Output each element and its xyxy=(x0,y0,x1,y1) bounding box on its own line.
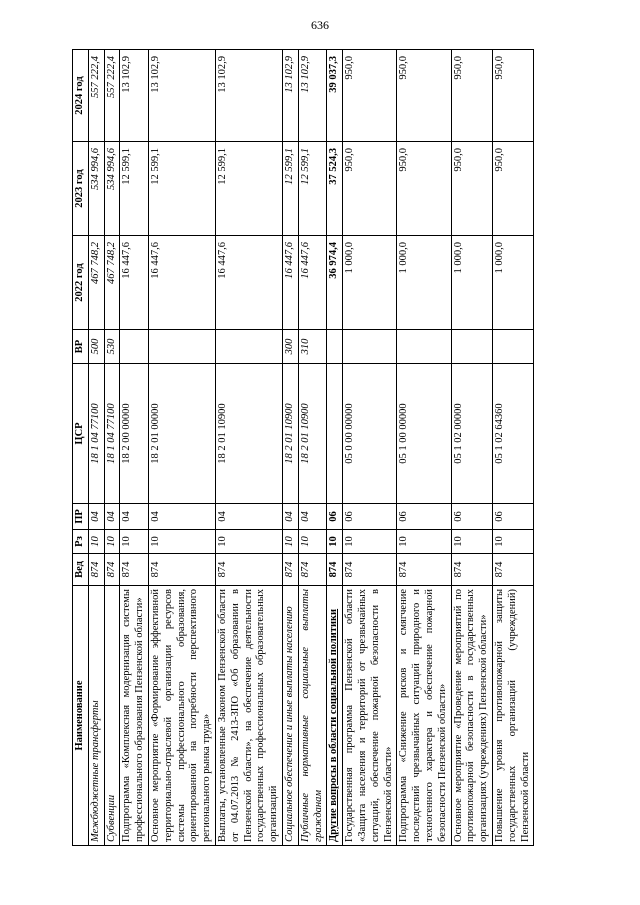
csr-cell: 18 2 01 00000 xyxy=(148,364,215,504)
budget-table xyxy=(72,49,534,846)
table-body xyxy=(88,50,534,846)
rz-cell: 10 xyxy=(104,530,120,554)
pr-cell: 04 xyxy=(282,504,298,530)
table-row xyxy=(120,50,149,846)
amount-2022-cell: 1 000,0 xyxy=(397,236,451,330)
page-number: 636 xyxy=(311,18,329,32)
pr-cell: 04 xyxy=(298,504,327,530)
table-row xyxy=(327,50,343,846)
amount-2023-cell: 12 599,1 xyxy=(215,142,282,236)
amount-2024-cell: 13 102,9 xyxy=(282,50,298,142)
amount-2022-cell: 1 000,0 xyxy=(451,236,492,330)
ved-cell: 874 xyxy=(88,554,104,586)
amount-2022-cell: 467 748,2 xyxy=(88,236,104,330)
amount-2024-cell: 13 102,9 xyxy=(215,50,282,142)
column-header: 2022 год xyxy=(73,236,89,330)
ved-cell: 874 xyxy=(120,554,149,586)
amount-2023-cell: 950,0 xyxy=(343,142,397,236)
rz-cell: 10 xyxy=(298,530,327,554)
amount-2024-cell: 13 102,9 xyxy=(148,50,215,142)
csr-cell: 05 0 00 00000 xyxy=(343,364,397,504)
rz-cell: 10 xyxy=(215,530,282,554)
ved-cell: 874 xyxy=(282,554,298,586)
table-row xyxy=(88,50,104,846)
csr-cell: 05 1 02 00000 xyxy=(451,364,492,504)
rz-cell: 10 xyxy=(88,530,104,554)
amount-2024-cell: 950,0 xyxy=(397,50,451,142)
vr-cell xyxy=(397,330,451,364)
pr-cell: 04 xyxy=(120,504,149,530)
table-row xyxy=(148,50,215,846)
pr-cell: 06 xyxy=(451,504,492,530)
csr-cell: 18 1 04 77100 xyxy=(88,364,104,504)
rz-cell: 10 xyxy=(492,530,533,554)
row-name-cell: Выплаты, установленные Законом Пензенской области от 04.07.2013 № 2413-ЗПО «Об образовании в Пензенской области», на обеспечение деятельности государственных профессиональных образовательных организаций xyxy=(215,586,282,846)
column-header: 2024 год xyxy=(73,50,89,142)
amount-2024-cell: 950,0 xyxy=(451,50,492,142)
amount-2024-cell: 13 102,9 xyxy=(298,50,327,142)
amount-2022-cell: 1 000,0 xyxy=(343,236,397,330)
vr-cell xyxy=(492,330,533,364)
column-header: ПР xyxy=(73,504,89,530)
amount-2023-cell: 12 599,1 xyxy=(120,142,149,236)
ved-cell: 874 xyxy=(492,554,533,586)
table-header-row xyxy=(73,50,89,846)
csr-cell: 18 2 01 10900 xyxy=(215,364,282,504)
amount-2024-cell: 557 222,4 xyxy=(88,50,104,142)
table-row xyxy=(492,50,533,846)
vr-cell: 530 xyxy=(104,330,120,364)
column-header: Вед xyxy=(73,554,89,586)
amount-2024-cell: 557 222,4 xyxy=(104,50,120,142)
table-row xyxy=(397,50,451,846)
rz-cell: 10 xyxy=(148,530,215,554)
csr-cell: 18 2 01 10900 xyxy=(282,364,298,504)
row-name-cell: Другие вопросы в области социальной политики xyxy=(327,586,343,846)
csr-cell: 18 2 01 10900 xyxy=(298,364,327,504)
pr-cell: 04 xyxy=(215,504,282,530)
ved-cell: 874 xyxy=(148,554,215,586)
rz-cell: 10 xyxy=(120,530,149,554)
rz-cell: 10 xyxy=(282,530,298,554)
amount-2024-cell: 950,0 xyxy=(492,50,533,142)
vr-cell xyxy=(451,330,492,364)
csr-cell: 18 1 04 77100 xyxy=(104,364,120,504)
vr-cell xyxy=(343,330,397,364)
column-header: Наименование xyxy=(73,586,89,846)
amount-2022-cell: 1 000,0 xyxy=(492,236,533,330)
pr-cell: 04 xyxy=(104,504,120,530)
csr-cell: 05 1 00 00000 xyxy=(397,364,451,504)
ved-cell: 874 xyxy=(451,554,492,586)
csr-cell xyxy=(327,364,343,504)
amount-2023-cell: 12 599,1 xyxy=(298,142,327,236)
pr-cell: 06 xyxy=(327,504,343,530)
pr-cell: 06 xyxy=(492,504,533,530)
column-header: ВР xyxy=(73,330,89,364)
vr-cell: 500 xyxy=(88,330,104,364)
amount-2023-cell: 37 524,3 xyxy=(327,142,343,236)
column-header: ЦСР xyxy=(73,364,89,504)
amount-2024-cell: 950,0 xyxy=(343,50,397,142)
row-name-cell: Межбюджетные трансферты xyxy=(88,586,104,846)
row-name-cell: Основное мероприятие «Проведение мероприятий по противопожарной безопасности в государственных организациях (учреждениях) Пензенской области» xyxy=(451,586,492,846)
amount-2023-cell: 12 599,1 xyxy=(282,142,298,236)
pr-cell: 04 xyxy=(148,504,215,530)
amount-2022-cell: 16 447,6 xyxy=(282,236,298,330)
ved-cell: 874 xyxy=(327,554,343,586)
ved-cell: 874 xyxy=(215,554,282,586)
row-name-cell: Подпрограмма «Снижение рисков и смягчение последствий чрезвычайных ситуаций природного и техногенного характера и обеспечение пожарной безопасности Пензенской области» xyxy=(397,586,451,846)
amount-2024-cell: 13 102,9 xyxy=(120,50,149,142)
row-name-cell: Социальное обеспечение и иные выплаты населению xyxy=(282,586,298,846)
csr-cell: 18 2 00 00000 xyxy=(120,364,149,504)
vr-cell xyxy=(215,330,282,364)
amount-2022-cell: 16 447,6 xyxy=(148,236,215,330)
ved-cell: 874 xyxy=(397,554,451,586)
column-header: 2023 год xyxy=(73,142,89,236)
rotated-table-container xyxy=(72,50,572,846)
ved-cell: 874 xyxy=(298,554,327,586)
amount-2023-cell: 12 599,1 xyxy=(148,142,215,236)
row-name-cell: Публичные нормативные социальные выплаты гражданам xyxy=(298,586,327,846)
vr-cell: 300 xyxy=(282,330,298,364)
ved-cell: 874 xyxy=(343,554,397,586)
amount-2022-cell: 467 748,2 xyxy=(104,236,120,330)
pr-cell: 06 xyxy=(397,504,451,530)
amount-2023-cell: 534 994,6 xyxy=(104,142,120,236)
ved-cell: 874 xyxy=(104,554,120,586)
rz-cell: 10 xyxy=(451,530,492,554)
amount-2024-cell: 39 037,3 xyxy=(327,50,343,142)
amount-2022-cell: 16 447,6 xyxy=(120,236,149,330)
amount-2022-cell: 36 974,4 xyxy=(327,236,343,330)
vr-cell: 310 xyxy=(298,330,327,364)
pr-cell: 06 xyxy=(343,504,397,530)
rz-cell: 10 xyxy=(327,530,343,554)
amount-2023-cell: 950,0 xyxy=(397,142,451,236)
row-name-cell: Государственная программа Пензенской области «Защита населения и территорий от чрезвычайных ситуаций, обеспечение пожарной безопасности в Пензенской области» xyxy=(343,586,397,846)
pr-cell: 04 xyxy=(88,504,104,530)
table-row xyxy=(298,50,327,846)
amount-2022-cell: 16 447,6 xyxy=(298,236,327,330)
table-row xyxy=(343,50,397,846)
table-row xyxy=(104,50,120,846)
rz-cell: 10 xyxy=(343,530,397,554)
csr-cell: 05 1 02 64360 xyxy=(492,364,533,504)
table-row xyxy=(451,50,492,846)
amount-2023-cell: 950,0 xyxy=(451,142,492,236)
table-row xyxy=(282,50,298,846)
rz-cell: 10 xyxy=(397,530,451,554)
row-name-cell: Подпрограмма «Комплексная модернизация системы профессионального образования Пензенской области» xyxy=(120,586,149,846)
row-name-cell: Субвенции xyxy=(104,586,120,846)
amount-2023-cell: 534 994,6 xyxy=(88,142,104,236)
amount-2023-cell: 950,0 xyxy=(492,142,533,236)
table-row xyxy=(215,50,282,846)
row-name-cell: Основное мероприятие «Формирование эффективной территориально-отраслевой организации ресурсов системы профессионального образования, ориентированной на потребности перспективного регионального рынка труда» xyxy=(148,586,215,846)
column-header: Рз xyxy=(73,530,89,554)
row-name-cell: Повышение уровня противопожарной защиты государственных организаций (учреждений) Пензенской области xyxy=(492,586,533,846)
vr-cell xyxy=(327,330,343,364)
vr-cell xyxy=(148,330,215,364)
vr-cell xyxy=(120,330,149,364)
amount-2022-cell: 16 447,6 xyxy=(215,236,282,330)
